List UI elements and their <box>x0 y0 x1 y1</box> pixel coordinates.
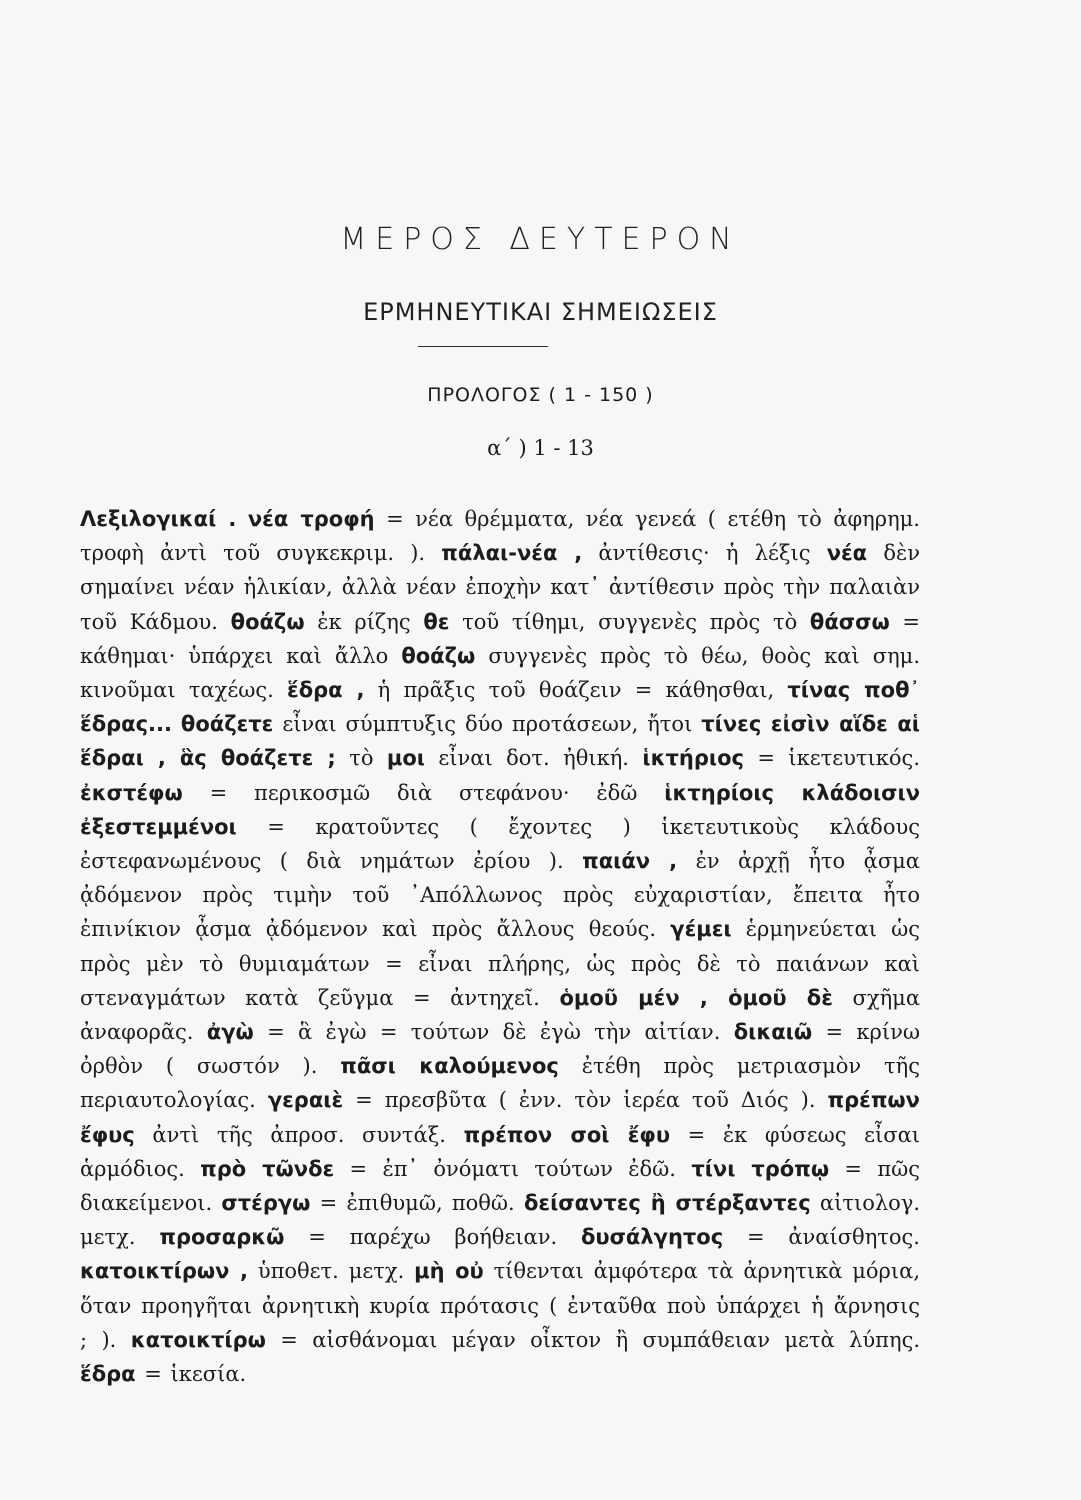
lemma-term: πρέπων ἔφυς <box>80 1088 920 1147</box>
lemma-term: δείσαντες ἢ στέρξαντες <box>523 1191 811 1216</box>
lemma-term: θοάζετε <box>180 712 274 737</box>
title-divider <box>418 346 548 347</box>
lemma-term: γεραιὲ <box>267 1088 344 1113</box>
commentary-text <box>236 507 247 531</box>
commentary-text: = κρατοῦντες ( ἔχοντες ) ἱκετευτικοὺς κλάδους ἐστεφανωμένους ( διὰ νημάτων ἐρίου ). <box>80 814 920 874</box>
lemma-term: προσαρκῶ <box>159 1225 285 1250</box>
commentary-text: = ἱκετευτικός. <box>743 746 920 771</box>
prologue-heading: ΠΡΟΛΟΓΟΣ ( 1 - 150 ) <box>427 384 654 406</box>
commentary-text: = αἰσθάνομαι μέγαν οἶκτον ἢ συμπάθειαν μετὰ λύπης. <box>265 1327 921 1352</box>
commentary-text: = ἐπ᾽ ὀνόματι τούτων ἐδῶ. <box>334 1156 692 1181</box>
lemma-term: μοι <box>386 746 425 771</box>
lemma-term: τίνες εἰσὶν αἵδε αἱ ἕδραι , ἃς θοάζετε ; <box>80 712 920 771</box>
section-title: ΕΡΜΗΝΕΥΤΙΚΑΙ ΣΗΜΕΙΩΣΕΙΣ <box>363 298 718 326</box>
commentary-text: ἐν ἀρχῇ ἦτο ᾆσμα ᾀδόμενον πρὸς τιμὴν τοῦ ᾿Απόλλωνος πρὸς εὐχαριστίαν, ἔπειτα ἦτο ἐπινίκιον ᾆσμα ᾀδόμενον καὶ πρὸς ἄλλους θεούς. <box>80 849 920 942</box>
commentary-text: = ἀναίσθητος. <box>723 1225 920 1250</box>
lemma-term: γέμει <box>670 917 732 942</box>
lemma-term: τίνας ποθ᾽ ἕδρας... <box>80 678 920 737</box>
lemma-term: ἐκστέφω <box>80 780 183 805</box>
lemma-term: κατοικτίρων , <box>80 1259 248 1284</box>
lemma-term: ἀγὼ <box>206 1020 254 1045</box>
part-title: ΜΕΡΟΣ ΔΕΥΤΕΡΟΝ <box>340 222 741 257</box>
lemma-term: κατοικτίρω <box>130 1327 266 1352</box>
lemma-term: πρέπον σοὶ ἔφυ <box>463 1122 671 1147</box>
commentary-text: δὲν σημαίνει νέαν ἡλικίαν, ἀλλὰ νέαν ἐποχὴν κατ᾽ ἀντίθεσιν πρὸς τὴν παλαιὰν τοῦ Κάδμου. <box>80 541 920 634</box>
lemma-term: στέργω <box>221 1191 311 1216</box>
lemma-term: θοάζω <box>230 609 305 634</box>
commentary-text: = περικοσμῶ διὰ στεφάνου· ἐδῶ <box>182 780 665 805</box>
lemma-term: ἕδρα , <box>287 678 365 703</box>
commentary-text: ἑρμηνεύεται ὡς πρὸς μὲν τὸ θυμιαμάτων = εἶναι πλήρης, ὡς πρὸς δὲ τὸ παιάνων καὶ στεναγμάτων κατὰ ζεῦγμα = ἀντηχεῖ. <box>80 917 921 1010</box>
lemma-term: πάλαι-νέα , <box>441 541 583 566</box>
commentary-text: = ἐκ φύσεως εἶσαι ἁρμόδιος. <box>80 1122 921 1181</box>
lemma-term: νέα <box>826 541 868 566</box>
lemma-term: τίνι τρόπῳ <box>691 1156 830 1181</box>
commentary-text: τοῦ τίθημι, συγγενὲς πρὸς τὸ <box>449 609 810 634</box>
commentary-text: = κάθημαι· ὑπάρχει καὶ ἄλλο <box>80 609 921 668</box>
lemma-term: δικαιῶ <box>733 1020 813 1045</box>
commentary-text: σχῆμα ἀναφορᾶς. <box>80 985 920 1045</box>
commentary-text: = παρέχω βοήθειαν. <box>284 1225 581 1250</box>
commentary-text: = ἃ ἐγὼ = τούτων δὲ ἐγὼ τὴν αἰτίαν. <box>253 1020 734 1045</box>
lemma-term: θοάζω <box>401 643 476 668</box>
lemma-term: ἱκτηρίοις κλάδοισιν ἐξεστεμμένοι <box>80 780 920 839</box>
subsection-heading: α΄ ) 1 - 13 <box>487 436 594 460</box>
commentary-text: = ἱκεσία. <box>135 1362 247 1387</box>
lemma-term: παιάν , <box>582 849 678 874</box>
lemma-term: Λεξιλογικαί . <box>80 507 237 531</box>
commentary-text: ἀντίθεσις· ἡ λέξις <box>582 541 827 566</box>
lemma-term: δυσάλγητος <box>580 1225 724 1250</box>
commentary-text: ὑποθετ. μετχ. <box>247 1259 415 1284</box>
lemma-term: μὴ οὐ <box>414 1259 484 1284</box>
commentary-text: = πρεσβῦτα ( ἐνν. τὸν ἱερέα τοῦ Διός ). <box>343 1088 828 1113</box>
commentary-text: συγγενὲς πρὸς τὸ θέω, θοὸς καὶ σημ. κινοῦμαι ταχέως. <box>80 643 920 703</box>
commentary-text: = ἐπιθυμῶ, ποθῶ. <box>310 1191 524 1216</box>
commentary-text: = νέα θρέμματα, νέα γενεά ( ετέθη τὸ ἀφηρημ. τροφὴ ἀντὶ τοῦ συγκεκριμ. ). <box>80 507 920 566</box>
lemma-term: πᾶσι καλούμενος <box>340 1054 559 1079</box>
lemma-term: ἱκτήριος <box>642 746 744 771</box>
commentary-text: ἀντὶ τῆς ἀπροσ. συντάξ. <box>134 1122 464 1147</box>
lemma-term: ὁμοῦ μέν , ὁμοῦ δὲ <box>559 985 833 1010</box>
commentary-paragraph <box>80 502 920 1391</box>
commentary-text: τίθενται ἀμφότερα τὰ ἀρνητικὰ μόρια, ὅταν προηγῆται ἀρνητικὴ κυρία πρότασις ( ἐνταῦθα ποὺ ὑπάρχει ἡ ἄρνησις ; ). <box>80 1259 920 1352</box>
commentary-text <box>172 712 181 736</box>
lemma-term: θάσσω <box>809 609 890 634</box>
lemma-term: πρὸ τῶνδε <box>200 1156 335 1181</box>
commentary-text: εἶναι σύμπτυξις δύο προτάσεων, ἤτοι <box>273 712 702 737</box>
commentary-text: = πῶς διακείμενοι. <box>80 1156 921 1216</box>
commentary-text: = κρίνω ὀρθὸν ( σωστόν ). <box>80 1020 920 1079</box>
lemma-term: ἕδρα <box>80 1362 136 1387</box>
commentary-text: ἐτέθη πρὸς μετριασμὸν τῆς περιαυτολογίας. <box>80 1054 920 1113</box>
lemma-term: νέα τροφή <box>247 507 375 531</box>
commentary-text: ἐκ ρίζης <box>304 609 424 634</box>
commentary-text: αἰτιολογ. μετχ. <box>80 1191 921 1250</box>
commentary-text: τὸ <box>335 746 387 771</box>
lemma-term: θε <box>423 609 450 634</box>
commentary-text: ἡ πρᾶξις τοῦ θοάζειν = κάθησθαι, <box>364 678 788 703</box>
commentary-text: εἶναι δοτ. ἠθική. <box>424 746 643 771</box>
